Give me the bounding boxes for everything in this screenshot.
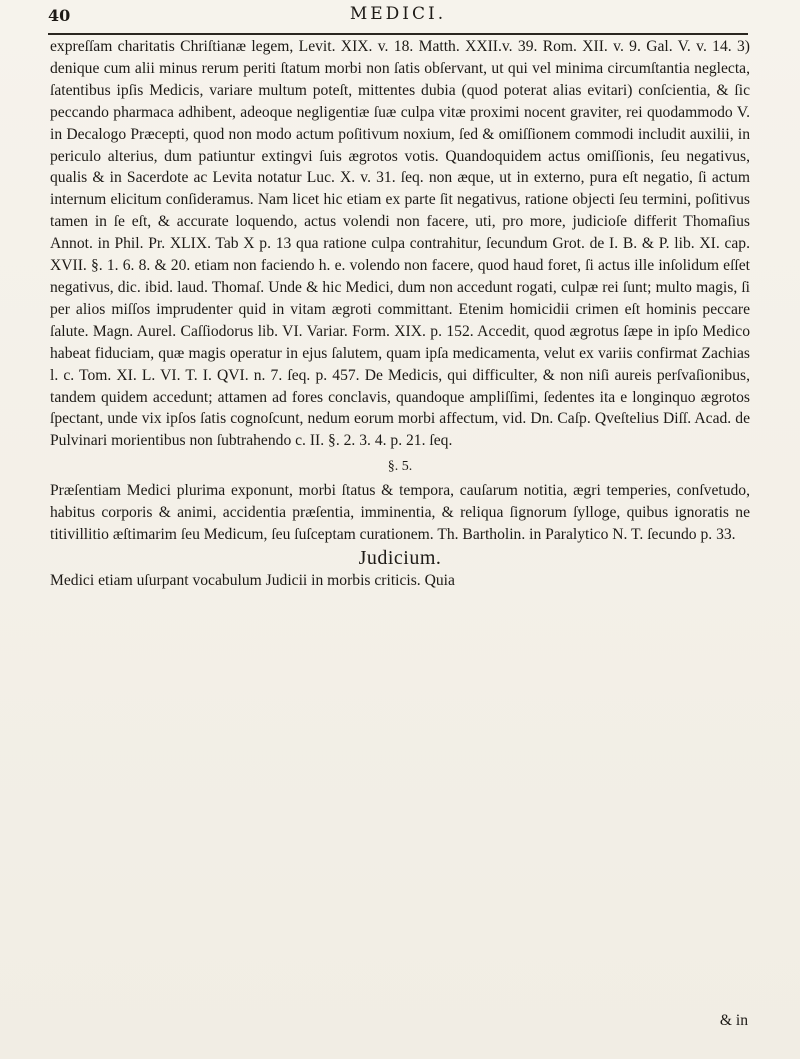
paragraph-1: expreſſam charitatis Chriſtianæ legem, Levit. XIX. v. 18. Matth. XXII.v. 39. Rom. XII. v. 9. Gal. V. v. 14. 3) denique cum alii minus rerum periti ſtatum morbi non ſatis obſervant, ut qui vel minima circumſtantia neglecta, ſatentibus ipſis Medicis, variare multum poteſt, mittentes dubia (quod poterat alias evitari) conſcientia, & ſic peccando pharmaca adhibent, adeoque negligentiæ ſuæ culpa vitæ proximi nocent graviter, rei quodammodo V. in Decalogo Præcepti, quod non modo actum poſitivum noxium, ſed & omiſſionem commodi includit auxilii, in periculo alterius, dum patiuntur extingvi ſuis ægrotos votis. Quandoquidem actus omiſſionis, ſeu negativus, qualis & in Sacerdote ac Levita notatur Luc. X. v. 31. ſeq. non æque, ut in externo, pura eſt negatio, ſi actum internum elicitum conſideramus. Nam licet hic etiam ex parte ſit negativus, ratione objecti ſeu termini, poſitivus tamen in ſe eſt, & accurate loquendo, actus volendi non facere, uti, pro more, judicioſe differit Thomaſius Annot. in Phil. Pr. XLIX. Tab X p. 13 qua ratione culpa contrahitur, ſecundum Grot. de I. B. & P. lib. XI. cap. XVII. §. 1. 6. 8. & 20. etiam non faciendo h. e. volendo non facere, quod haud foret, ſi actus ille inſolidum eſſet negativus, dic. ibid. laud. Thomaſ. Unde & hic Medici, dum non accedunt rogati, culpæ rei ſunt; multo magis, ſi per alios miſſos imprudenter quid in vitam ægroti committant. Etenim homicidii crimen eſt hominis peccare ſalute. Magn. Aurel. Caſſiodorus lib. VI. Variar. Form. XIX. p. 152. Accedit, quod ægrotus ſæpe in ipſo Medico habeat fiduciam, quæ magis operatur in ejus ſalutem, quam ipſa medicamenta, velut ex variis confirmat Zachias l. c. Tom. XI. L. VI. T. I. QVI. n. 7. ſeq. p. 457. De Medicis, qui difficulter, & non niſi aureis perſvaſionibus, tandem quidem accedunt; attamen ad fores conclavis, quandoque ampliſſimi, ſedentes ita e longinquo ægrotos ſpectant, unde vix ipſos ſatis cognoſcunt, nedum eorum morbi affectum, vid. Dn. Caſp. Qveſtelius Diſſ. Acad. de Pulvinari morientibus non ſubtrahendo c. II. §. 2. 3. 4. p. 21. ſeq. — [50, 38, 750, 450]
page-number: 40 — [48, 6, 71, 25]
running-head: MEDICI. — [349, 4, 447, 24]
page-header — [48, 4, 748, 32]
section-mark: §. 5. — [387, 459, 413, 475]
body-text — [50, 36, 750, 592]
paragraph-3: Medici etiam uſurpant vocabulum Judicii in morbis criticis. Quia — [50, 571, 455, 589]
catchword: & in — [719, 1012, 748, 1029]
header-rule — [48, 33, 748, 35]
section-heading: Judicium. — [358, 546, 442, 569]
paragraph-2: Præſentiam Medici plurima exponunt, morbi ſtatus & tempora, cauſarum notitia, ægri temperies, conſvetudo, habitus corporis & animi, accidentia præſentia, imminentia, & reliqua ſignorum ſylloge, quibus ignoratis ne titivillitio æſtimarim ſeu Medicum, ſeu ſuſceptam curationem. Th. Bartholin. in Paralytico N. T. ſecundo p. 33. — [50, 482, 750, 543]
